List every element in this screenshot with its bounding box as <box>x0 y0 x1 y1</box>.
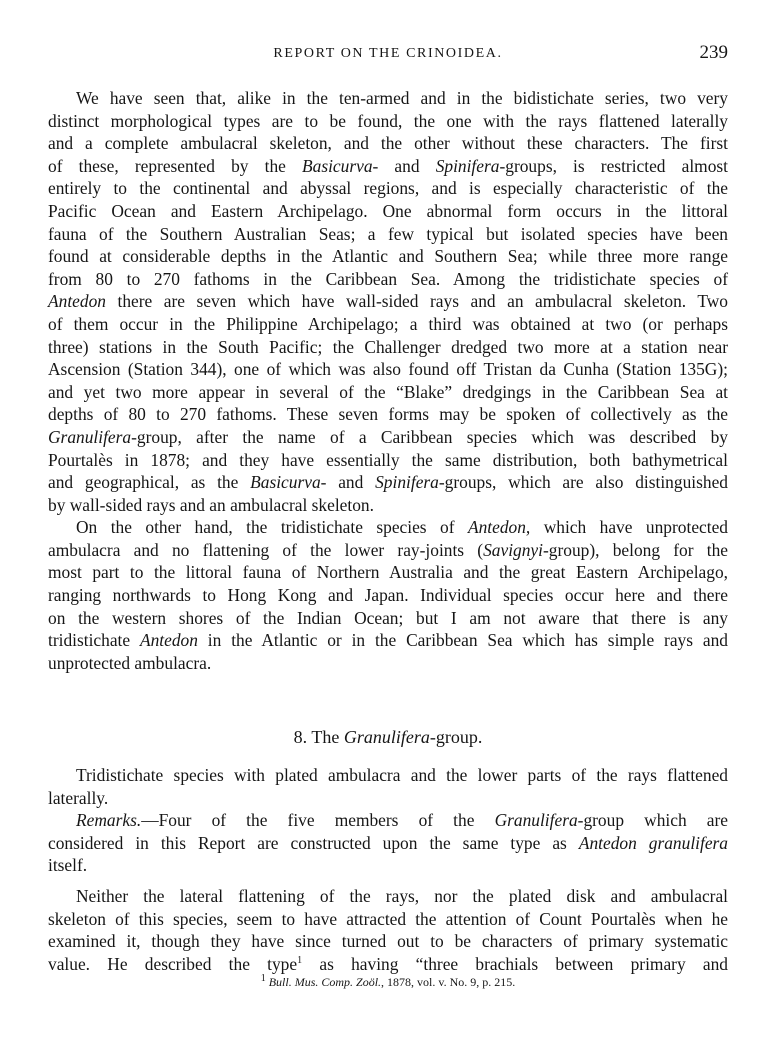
footnote-reference: 1 <box>297 954 303 966</box>
text-line: unprotected ambulacra. <box>48 652 212 673</box>
paragraph <box>48 809 728 877</box>
footnote-source: Bull. Mus. Comp. Zoöl. <box>265 975 382 989</box>
page-header <box>0 40 776 64</box>
text-line: ambulacra and no flattening of the lower ray-joints (Savignyi-group), belong for the <box>48 539 729 560</box>
text-line: On the other hand, the tridistichate species of Antedon, which have unprotected <box>76 517 728 538</box>
paragraph <box>48 764 728 809</box>
text-line: and a complete ambulacral skeleton, and the other without these characters. The first <box>48 133 728 154</box>
section-heading: 8. The Granulifera-group. <box>293 727 483 747</box>
text-line: Tridistichate species with plated ambulacra and the lower parts of the rays flattened <box>76 765 728 785</box>
text-line: itself. <box>48 855 88 876</box>
section-number: 8. <box>293 727 308 747</box>
text-line: of these, represented by the Basicurva- and Spinifera-groups, is restricted almost <box>48 155 728 176</box>
text-line: ranging northwards to Hong Kong and Japan. Individual species occur here and there <box>48 585 728 606</box>
text-line: three) stations in the South Pacific; the Challenger dredged two more at a station near <box>48 336 728 357</box>
text-line: and yet two more appear in several of the “Blake” dredgings in the Caribbean Sea at <box>48 381 728 402</box>
text-line: considered in this Report are constructed upon the same type as Antedon granulifera <box>48 832 729 853</box>
page-number: 239 <box>699 42 728 63</box>
text-line: skeleton of this species, seem to have attracted the attention of Count Pourtalès when he <box>48 908 728 929</box>
paragraph <box>48 885 728 975</box>
text-line: from 80 to 270 fathoms in the Caribbean Sea. Among the tridistichate species of <box>48 268 728 289</box>
text-line: and geographical, as the Basicurva- and Spinifera-groups, which are also distinguished <box>48 472 728 493</box>
text-line: distinct morphological types are to be found, the one with the rays flattened laterally <box>48 110 728 131</box>
footnote-marker: 1 <box>260 973 266 984</box>
text-line: examined it, though they have since turned out to be characters of primary systematic <box>48 931 728 952</box>
text-line: tridistichate Antedon in the Atlantic or in the Caribbean Sea which has simple rays and <box>48 630 728 651</box>
text-line: of them occur in the Philippine Archipelago; a third was obtained at two (or perhaps <box>48 313 728 334</box>
text-line: value. He described the type$^1$ as having “three brachials between primary and <box>48 953 729 974</box>
text-line: Ascension (Station 344), one of which was also found off Tristan da Cunha (Station 135G); <box>48 359 728 380</box>
body-text-lower <box>48 764 728 975</box>
text-line: Antedon there are seven which have wall-sided rays and an ambulacral skeleton. Two <box>48 291 728 312</box>
text-line: Pacific Ocean and Eastern Archipelago. One abnormal form occurs in the littoral <box>48 200 728 221</box>
text-line: found at considerable depths in the Atlantic and Southern Sea; while three more range <box>48 246 728 267</box>
text-line: depths of 80 to 270 fathoms. These seven forms may be spoken of collectively as the <box>48 404 728 425</box>
text-line: fauna of the Southern Australian Seas; a few typical but isolated species have been <box>48 223 728 244</box>
paragraph <box>48 87 728 516</box>
text-line: We have seen that, alike in the ten-armed and in the bidistichate series, two very <box>76 88 728 108</box>
body-text-upper <box>48 87 728 674</box>
text-line: on the western shores of the Indian Ocean; but I am not aware that there is any <box>48 607 728 628</box>
paragraph <box>48 516 728 674</box>
text-line: laterally. <box>48 787 109 808</box>
text-line: entirely to the continental and abyssal regions, and is especially characteristic of the <box>48 178 728 199</box>
text-line: Granulifera-group, after the name of a Caribbean species which was described by <box>48 426 728 447</box>
text-line: most part to the littoral fauna of Northern Australia and the great Eastern Archipelago, <box>48 562 728 583</box>
text-line: Neither the lateral flattening of the rays, nor the plated disk and ambulacral <box>76 885 728 906</box>
running-title: REPORT ON THE CRINOIDEA. <box>273 46 503 61</box>
section-title-italic: Granulifera <box>343 727 430 747</box>
text-line: by wall-sided rays and an ambulacral skeleton. <box>48 494 374 515</box>
footnote: $^1$ Bull. Mus. Comp. Zoöl., 1878, vol. v. No. 9, p. 215. <box>260 973 516 989</box>
text-line: Pourtalès in 1878; and they have essentially the same distribution, both bathymetrical <box>48 449 728 470</box>
text-line: Remarks.—Four of the five members of the Granulifera-group which are <box>76 810 728 831</box>
